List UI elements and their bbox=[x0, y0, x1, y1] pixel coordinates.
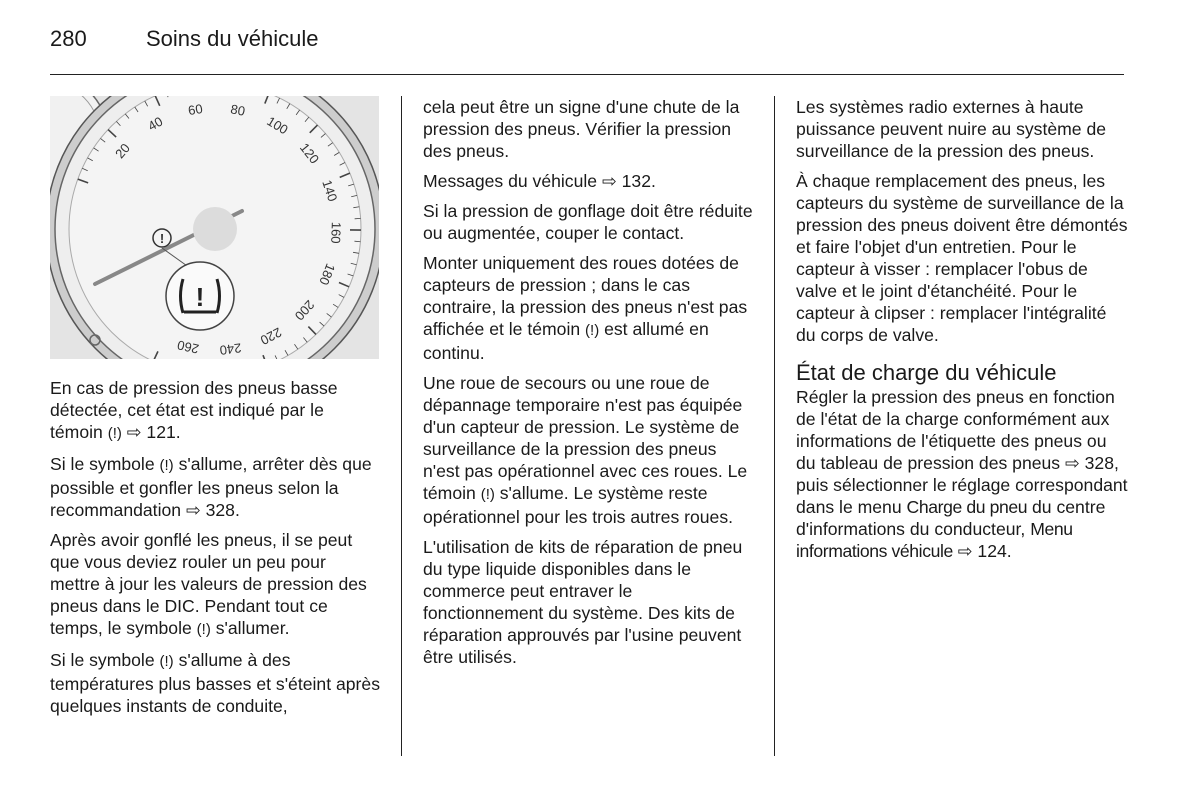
menu-name: Charge du pneu bbox=[906, 497, 1028, 517]
paragraph: Si la pression de gonflage doit être réduite ou augmentée, couper le contact. bbox=[423, 201, 753, 243]
column-divider bbox=[401, 96, 402, 756]
speed-label: 260 bbox=[175, 337, 201, 357]
paragraph: Si le symbole (!) s'allume, arrêter dès que possible et gonfler les pneus selon la recommandation ⇨ 328. bbox=[50, 454, 372, 520]
tpms-symbol: (!) bbox=[480, 486, 495, 503]
paragraph: Les systèmes radio externes à haute puissance peuvent nuire au système de surveillance de la pression des pneus. bbox=[796, 97, 1107, 161]
reference-arrow-icon: ⇨ bbox=[185, 500, 201, 520]
column-divider bbox=[774, 96, 775, 756]
menu-name: Menu informations véhicule bbox=[796, 519, 1073, 561]
paragraph: Une roue de secours ou une roue de dépannage temporaire n'est pas équipée d'un capteur de pression. Le système de surveillance de la pression des pneus n'est pas opérationnel avec ces roues. Le témoin (!) s'allume. Le système reste opérationnel pour les trois autres roues. bbox=[423, 373, 748, 527]
column-1 bbox=[50, 96, 380, 725]
page-reference: 124 bbox=[977, 541, 1007, 561]
speed-label: 80 bbox=[229, 101, 247, 119]
header-rule bbox=[50, 74, 1124, 75]
chapter-title: Soins du véhicule bbox=[146, 26, 319, 51]
speed-label: 40 bbox=[145, 113, 166, 134]
speed-label: 120 bbox=[296, 140, 323, 167]
tpms-symbol: (!) bbox=[159, 653, 174, 670]
page-reference: 328 bbox=[1084, 453, 1114, 473]
tpms-symbol: (!) bbox=[585, 322, 600, 339]
paragraph: En cas de pression des pneus basse détectée, cet état est indiqué par le témoin (!) ⇨ 121. bbox=[50, 378, 338, 442]
section-heading: État de charge du véhicule bbox=[796, 360, 1057, 385]
paragraph: cela peut être un signe d'une chute de la pression des pneus. Vérifier la pression des pneus. bbox=[423, 97, 740, 161]
page-reference: 328 bbox=[205, 500, 235, 520]
speedometer-illustration bbox=[50, 96, 379, 359]
column-2 bbox=[423, 96, 753, 676]
speed-label: 100 bbox=[264, 113, 291, 138]
speed-label: 60 bbox=[187, 100, 204, 119]
svg-text:!: ! bbox=[159, 231, 165, 246]
paragraph: Monter uniquement des roues dotées de capteurs de pression ; dans le cas contraire, la pression des pneus n'est pas affichée et le témoin (!) est allumé en continu. bbox=[423, 253, 748, 363]
gauge-tick bbox=[354, 241, 360, 242]
paragraph: Si le symbole (!) s'allume à des températures plus basses et s'éteint après quelques instants de conduite, bbox=[50, 650, 380, 716]
tire-pressure-warning-icon-enlarged bbox=[166, 262, 234, 330]
speed-label: 160 bbox=[328, 221, 344, 244]
page-number: 280 bbox=[50, 26, 87, 51]
reference-arrow-icon: ⇨ bbox=[126, 422, 142, 442]
tpms-symbol: (!) bbox=[196, 621, 211, 638]
column-3 bbox=[796, 96, 1128, 570]
speed-label: 140 bbox=[319, 178, 341, 204]
speed-label: 240 bbox=[218, 340, 243, 358]
page-reference: 121 bbox=[146, 422, 176, 442]
svg-text:!: ! bbox=[195, 282, 205, 312]
paragraph: À chaque remplacement des pneus, les capteurs du système de surveillance de la pression des pneus doivent être démontés et faire l'objet d'un entretien. Pour le capteur à visser : remplacer l'obus de valve et le joint d'étanchéité. Pour le capteur à clipser : remplacer l'intégralité du corps de valve. bbox=[796, 171, 1128, 345]
paragraph: L'utilisation de kits de réparation de pneu du type liquide disponibles dans le commerce peut entraver le fonctionnement du système. Des kits de réparation approuvés par l'usine peuvent être utilisés. bbox=[423, 537, 743, 667]
speed-label: 220 bbox=[257, 324, 285, 348]
speed-label: 20 bbox=[112, 140, 133, 162]
paragraph: Après avoir gonflé les pneus, il se peut que vous deviez rouler un peu pour mettre à jour les valeurs de pression des pneus dans le DIC. Pendant tout ce temps, le symbole (!) s'allumer. bbox=[50, 530, 367, 638]
paragraph: Régler la pression des pneus en fonction de l'état de la charge conformément aux informations de l'étiquette des pneus ou du tableau de pression des pneus ⇨ 328, puis sélectionner le réglage correspondant dans le menu Charge du pneu du centre d'informations du conducteur, Menu informations véhicule ⇨ 124. bbox=[796, 387, 1128, 561]
speedometer-figure bbox=[50, 96, 379, 359]
speed-label: 200 bbox=[291, 297, 318, 324]
reference-arrow-icon: ⇨ bbox=[601, 171, 617, 191]
reference-arrow-icon: ⇨ bbox=[1065, 453, 1080, 473]
page-reference: 132 bbox=[621, 171, 651, 191]
speed-label: 180 bbox=[316, 261, 339, 288]
reference-arrow-icon: ⇨ bbox=[957, 541, 973, 561]
tpms-symbol: (!) bbox=[159, 457, 174, 474]
paragraph: Messages du véhicule ⇨ 132. bbox=[423, 171, 656, 191]
tpms-symbol: (!) bbox=[107, 425, 122, 442]
